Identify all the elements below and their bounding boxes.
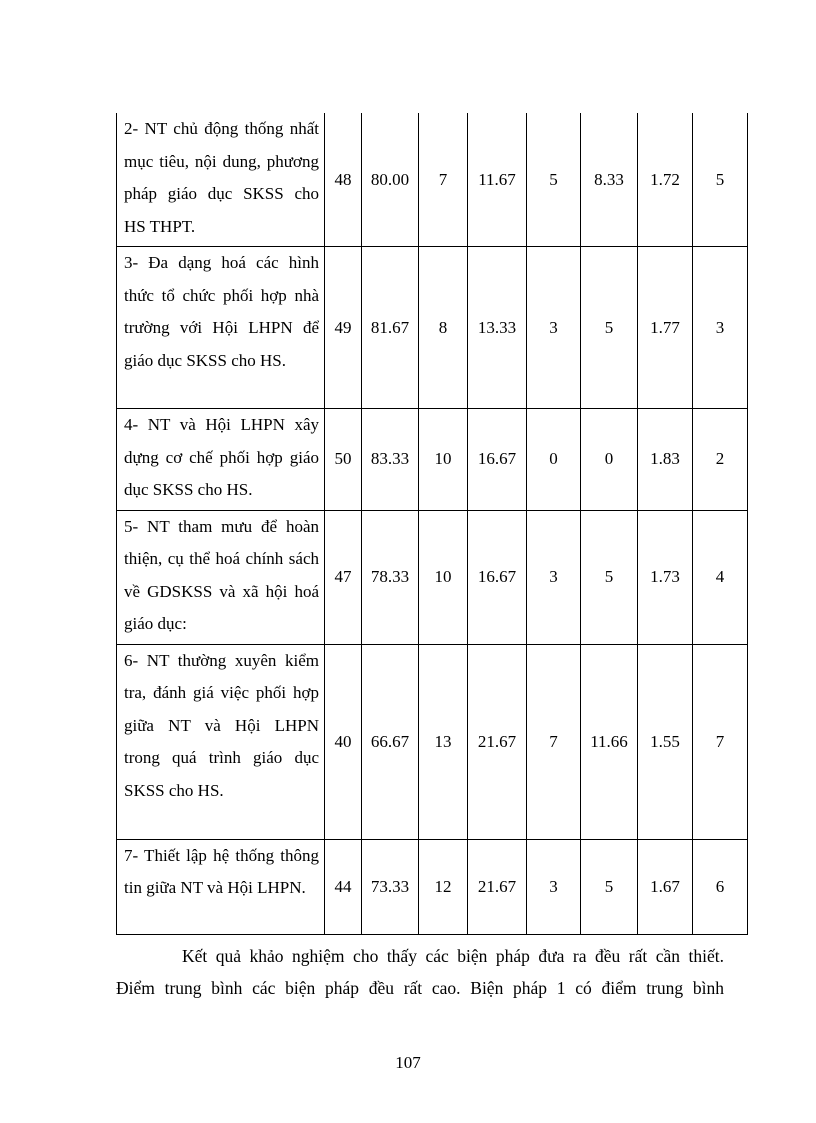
value-cell: 10 [419, 409, 468, 511]
page-number: 107 [395, 1053, 421, 1072]
value-cell: 0 [581, 409, 638, 511]
value-cell: 7 [527, 644, 581, 839]
value-cell: 1.83 [638, 409, 693, 511]
value-cell: 8 [419, 247, 468, 409]
value-cell: 16.67 [468, 409, 527, 511]
value-cell: 66.67 [362, 644, 419, 839]
measure-cell: 4- NT và Hội LHPN xây dựng cơ chế phối hợp giáo dục SKSS cho HS. [117, 409, 325, 511]
value-cell: 11.66 [581, 644, 638, 839]
measure-cell: 7- Thiết lập hệ thống thông tin giữa NT và Hội LHPN. [117, 839, 325, 934]
value-cell: 1.73 [638, 510, 693, 644]
measure-cell: 2- NT chủ động thống nhất mục tiêu, nội dung, phương pháp giáo dục SKSS cho HS THPT. [117, 113, 325, 247]
value-cell: 1.55 [638, 644, 693, 839]
measure-cell: 5- NT tham mưu để hoàn thiện, cụ thể hoá chính sách về GDSKSS và xã hội hoá giáo dục: [117, 510, 325, 644]
value-cell: 21.67 [468, 839, 527, 934]
value-cell: 4 [693, 510, 748, 644]
value-cell: 5 [581, 247, 638, 409]
value-cell: 3 [527, 839, 581, 934]
value-cell: 73.33 [362, 839, 419, 934]
value-cell: 1.72 [638, 113, 693, 247]
value-cell: 0 [527, 409, 581, 511]
value-cell: 7 [419, 113, 468, 247]
value-cell: 78.33 [362, 510, 419, 644]
conclusion-paragraph-line-1: Kết quả khảo nghiệm cho thấy các biện pháp đưa ra đều rất cần thiết. [182, 946, 724, 966]
value-cell: 21.67 [468, 644, 527, 839]
value-cell: 3 [527, 247, 581, 409]
value-cell: 3 [693, 247, 748, 409]
value-cell: 5 [581, 510, 638, 644]
value-cell: 13 [419, 644, 468, 839]
measure-cell: 3- Đa dạng hoá các hình thức tổ chức phối hợp nhà trường với Hội LHPN để giáo dục SKSS cho HS. [117, 247, 325, 409]
value-cell: 48 [325, 113, 362, 247]
table-row [117, 409, 748, 511]
value-cell: 5 [527, 113, 581, 247]
value-cell: 44 [325, 839, 362, 934]
value-cell: 81.67 [362, 247, 419, 409]
value-cell: 16.67 [468, 510, 527, 644]
survey-results-table-wrapper [116, 113, 747, 935]
value-cell: 3 [527, 510, 581, 644]
value-cell: 7 [693, 644, 748, 839]
value-cell: 11.67 [468, 113, 527, 247]
value-cell: 5 [581, 839, 638, 934]
value-cell: 2 [693, 409, 748, 511]
value-cell: 1.77 [638, 247, 693, 409]
value-cell: 1.67 [638, 839, 693, 934]
value-cell: 50 [325, 409, 362, 511]
value-cell: 80.00 [362, 113, 419, 247]
table-row [117, 839, 748, 934]
measure-cell: 6- NT thường xuyên kiểm tra, đánh giá việc phối hợp giữa NT và Hội LHPN trong quá trình giáo dục SKSS cho HS. [117, 644, 325, 839]
table-row [117, 510, 748, 644]
value-cell: 10 [419, 510, 468, 644]
value-cell: 8.33 [581, 113, 638, 247]
table-row [117, 113, 748, 247]
value-cell: 47 [325, 510, 362, 644]
value-cell: 6 [693, 839, 748, 934]
value-cell: 49 [325, 247, 362, 409]
conclusion-paragraph-line-2: Điểm trung bình các biện pháp đều rất cao. Biện pháp 1 có điểm trung bình [116, 978, 724, 998]
value-cell: 83.33 [362, 409, 419, 511]
value-cell: 12 [419, 839, 468, 934]
table-row [117, 644, 748, 839]
value-cell: 40 [325, 644, 362, 839]
value-cell: 5 [693, 113, 748, 247]
survey-results-table [116, 113, 748, 935]
table-row [117, 247, 748, 409]
value-cell: 13.33 [468, 247, 527, 409]
